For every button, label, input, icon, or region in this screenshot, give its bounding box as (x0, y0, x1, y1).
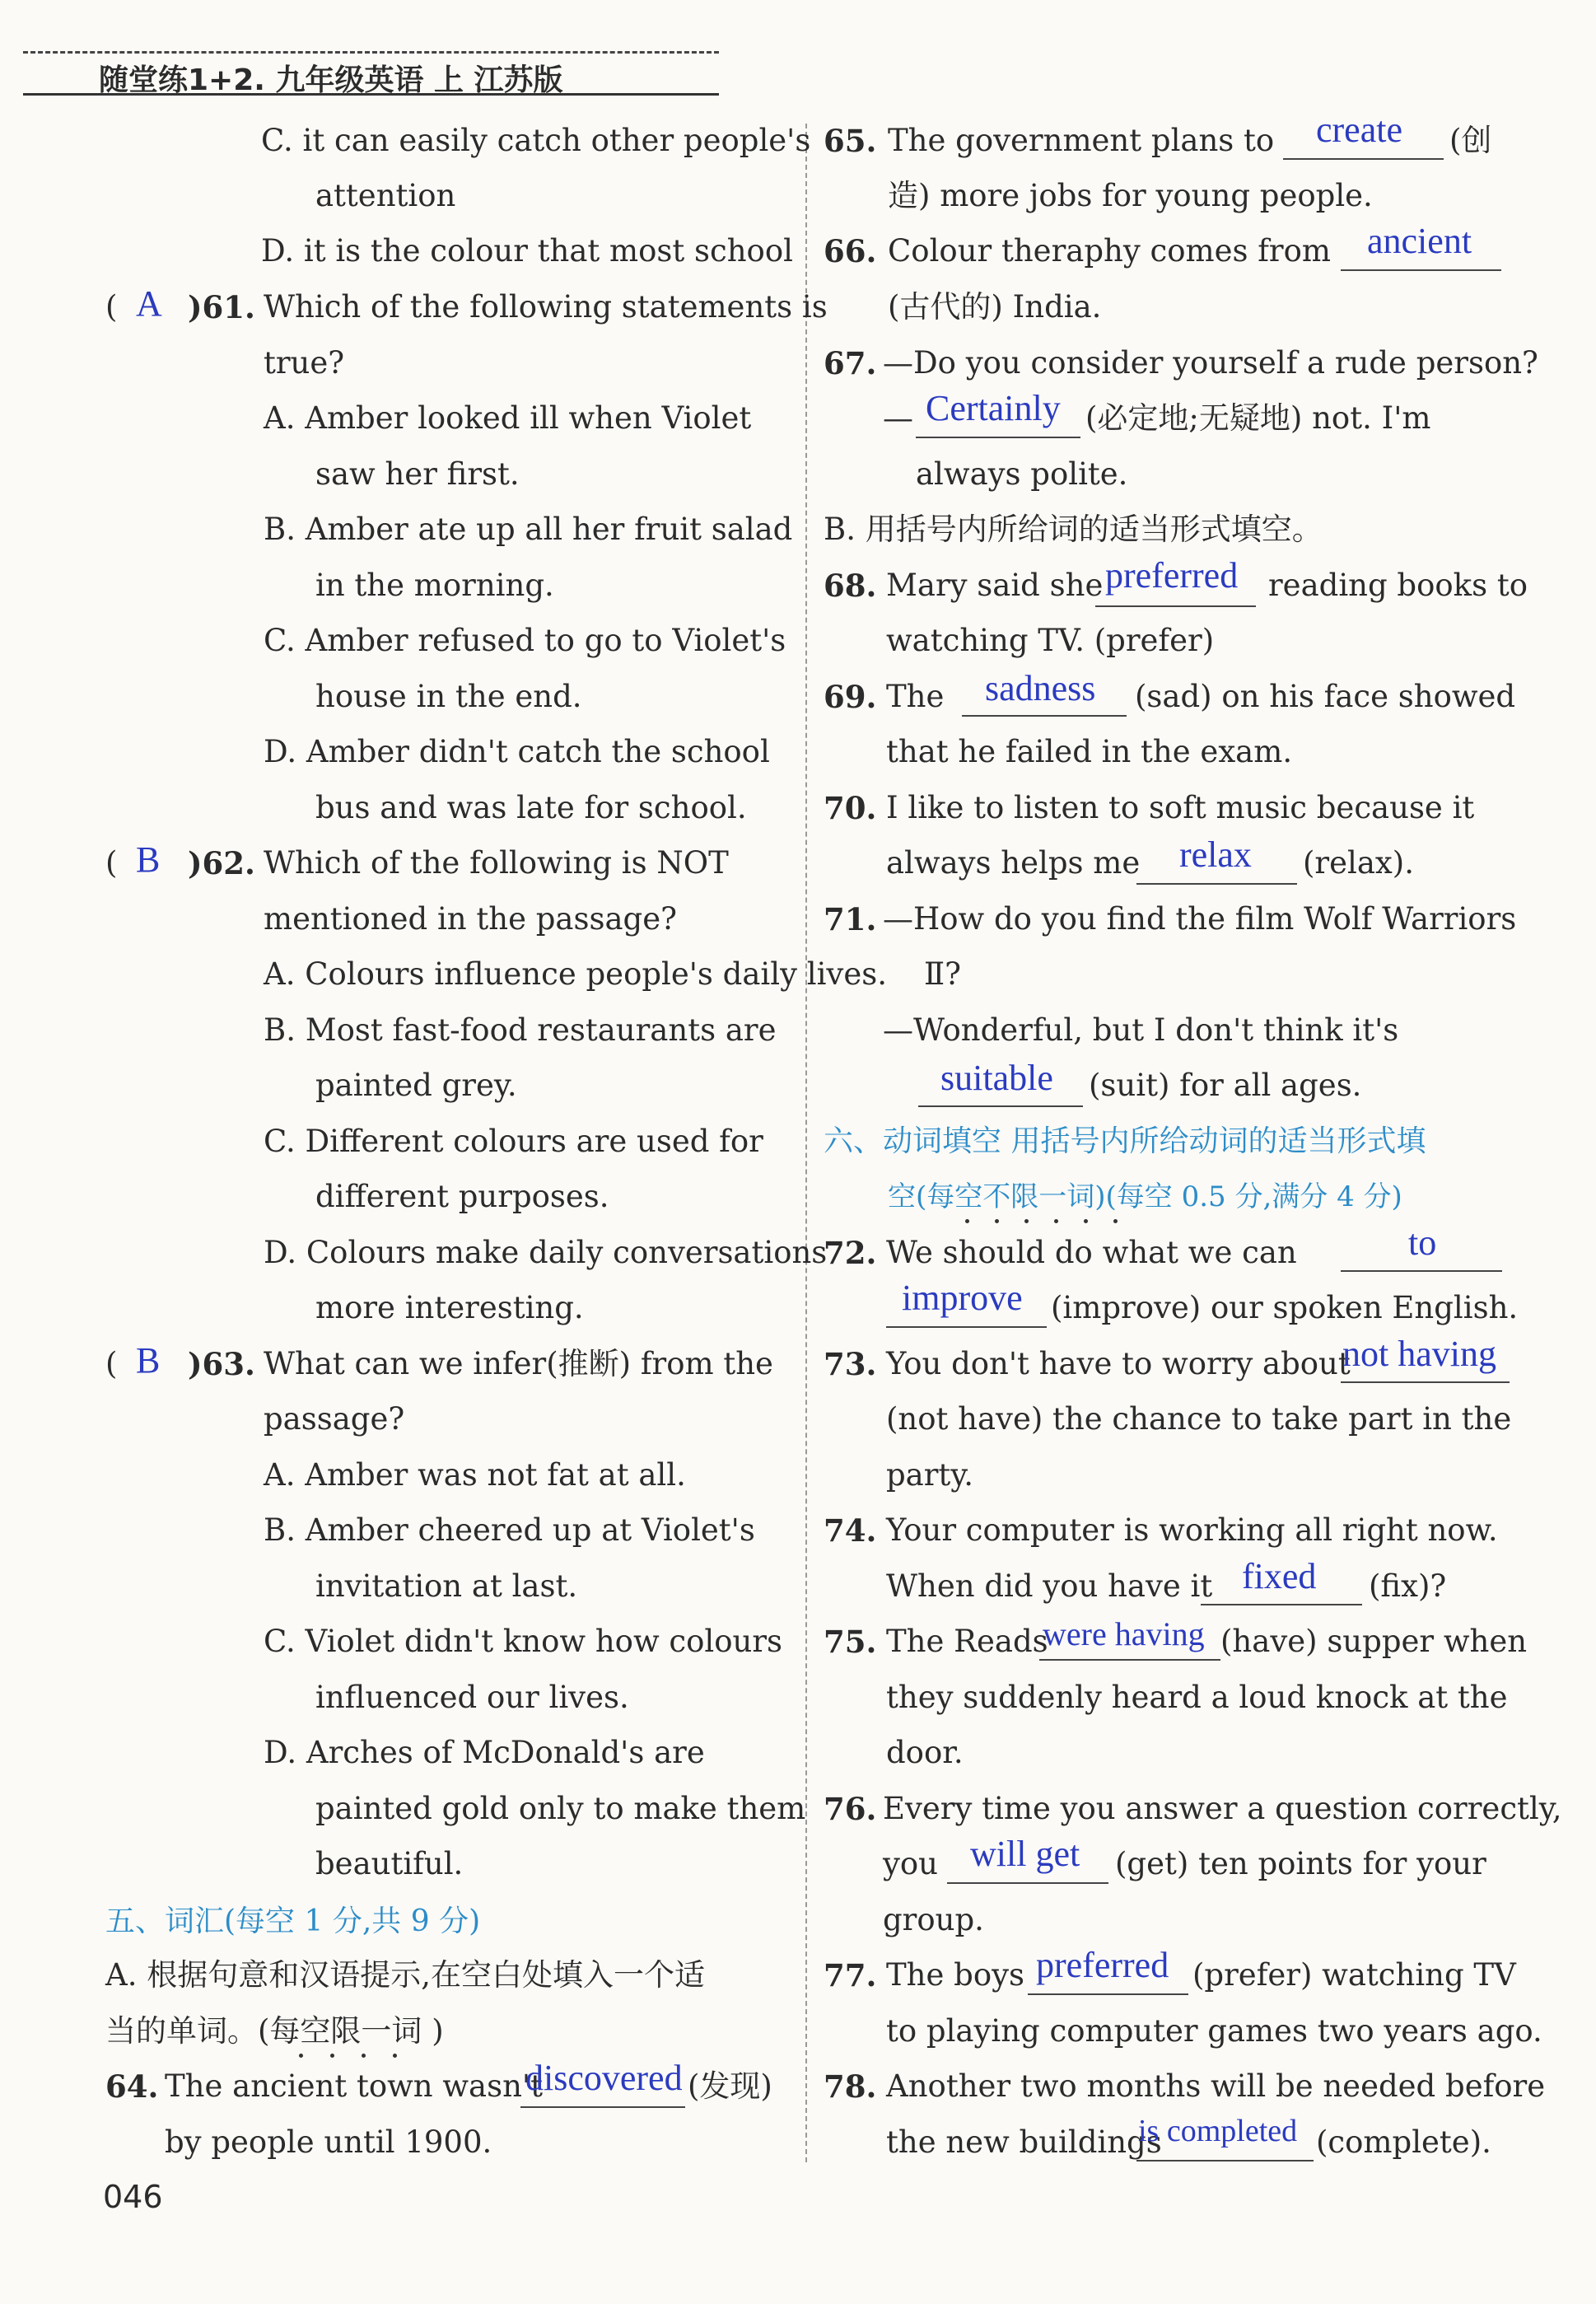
q76-answer: will get (970, 1834, 1080, 1874)
q72-answer-1: to (1408, 1222, 1437, 1263)
q63-answer: B (136, 1340, 161, 1381)
answer-blank (918, 1104, 1083, 1107)
q67-line: —Do you consider yourself a rude person? (883, 345, 1538, 381)
q68-stem-cont: watching TV. (prefer) (886, 623, 1215, 658)
q66-stem-cont: (古代的) India. (888, 289, 1102, 325)
emphasis-dot (1113, 1219, 1118, 1223)
q62-option-c: C. Different colours are used for (264, 1124, 763, 1159)
q76-stem-cont: you (883, 1846, 939, 1881)
q67-hint: (必定地;无疑地) not. I'm (1085, 400, 1431, 436)
q77-stem-cont: to playing computer games two years ago. (886, 2013, 1542, 2049)
q62-option-c-cont: different purposes. (315, 1179, 609, 1214)
q78-number: 78. (824, 2068, 877, 2105)
q65-answer: create (1316, 110, 1402, 150)
q71-hint: (suit) for all ages. (1089, 1068, 1362, 1103)
q70-hint: (relax). (1303, 845, 1414, 881)
q61-answer: A (136, 283, 162, 324)
q74-answer: fixed (1242, 1556, 1317, 1596)
q62-option-b-cont: painted grey. (315, 1068, 517, 1103)
q63-option-c-cont: influenced our lives. (315, 1680, 629, 1715)
q68-answer: preferred (1105, 555, 1239, 596)
q78-hint: (complete). (1316, 2124, 1491, 2160)
q75-answer: were having (1043, 1615, 1205, 1652)
emphasis-dot (1084, 1219, 1088, 1223)
q64-answer: discovered (525, 2058, 683, 2098)
q61-stem-cont: true? (264, 345, 345, 381)
q72-answer-2: improve (902, 1278, 1023, 1318)
q76-number: 76. (824, 1791, 877, 1827)
q61-option-d: D. Amber didn't catch the school (264, 734, 770, 769)
section-six-title: 六、动词填空 用括号内所给动词的适当形式填 (824, 1124, 1426, 1158)
q61-option-c: C. Amber refused to go to Violet's (264, 623, 786, 658)
q65-hint: (创 (1449, 123, 1492, 158)
q74-stem-cont: When did you have it (886, 1568, 1213, 1604)
q75-stem: The Reads (886, 1624, 1048, 1659)
q61-option-c-cont: house in the end. (315, 679, 582, 714)
q75-stem-cont: they suddenly heard a loud knock at the (886, 1680, 1508, 1715)
column-divider (805, 124, 807, 2162)
q63-stem-cont: passage? (264, 1401, 405, 1437)
q63-option-b-cont: invitation at last. (315, 1568, 578, 1604)
q61-option-d-cont: bus and was late for school. (315, 790, 747, 825)
answer-blank (1095, 604, 1256, 607)
q73-answer: not having (1342, 1334, 1496, 1374)
answer-blank (886, 1325, 1047, 1328)
q68-stem: Mary said she (886, 568, 1104, 603)
emphasis-dot (1054, 1219, 1058, 1223)
q65-number: 65. (824, 123, 877, 159)
q76-stem: Every time you answer a question correctly, (883, 1791, 1562, 1826)
q71-line-cont: Ⅱ? (924, 956, 961, 992)
section-six-title-cont: 空(每空不限一词)(每空 0.5 分,满分 4 分) (888, 1180, 1402, 1213)
q69-answer: sadness (985, 668, 1096, 708)
q75-number: 75. (824, 1624, 877, 1660)
q62-stem-cont: mentioned in the passage? (264, 901, 677, 937)
q72-number: 72. (824, 1235, 877, 1271)
answer-blank (947, 1881, 1108, 1884)
answer-blank (1136, 2158, 1314, 2161)
page-number: 046 (103, 2179, 163, 2215)
q77-hint: (prefer) watching TV (1192, 1957, 1516, 1993)
emphasis-dot (995, 1219, 999, 1223)
q60-option-c: C. it can easily catch other people's (261, 123, 811, 158)
answer-blank (1341, 1380, 1510, 1383)
q61-option-b: B. Amber ate up all her fruit salad (264, 512, 793, 547)
q69-stem-post: (sad) on his face showed (1135, 679, 1516, 714)
q61-stem: Which of the following statements is (264, 289, 828, 325)
q64-stem: The ancient town wasn't (165, 2068, 543, 2104)
header-title: 随堂练1+2. 九年级英语 上 江苏版 (99, 63, 563, 97)
emphasis-dot (362, 2054, 366, 2058)
q70-number: 70. (824, 790, 877, 826)
part-b-instruction: B. 用括号内所给词的适当形式填空。 (824, 512, 1323, 547)
q63-option-d-cont2: beautiful. (315, 1846, 464, 1881)
emphasis-dot (1024, 1219, 1029, 1223)
q67-line-cont: always polite. (916, 456, 1128, 492)
answer-blank (916, 435, 1080, 438)
answer-blank (1039, 1657, 1220, 1661)
q74-number: 74. (824, 1512, 877, 1549)
answer-blank (1283, 157, 1444, 160)
q62-number: )62. (188, 845, 255, 881)
q63-option-d: D. Arches of McDonald's are (264, 1735, 705, 1770)
q62-option-b: B. Most fast-food restaurants are (264, 1012, 777, 1048)
answer-blank (1201, 1602, 1362, 1605)
q71-reply: —Wonderful, but I don't think it's (883, 1012, 1399, 1048)
q63-option-d-cont: painted gold only to make them (315, 1791, 806, 1826)
q64-stem-cont: by people until 1900. (165, 2124, 492, 2160)
q70-answer: relax (1179, 834, 1252, 875)
q78-answer: is completed (1138, 2114, 1298, 2148)
q72-stem: We should do what we can (886, 1235, 1297, 1270)
q67-answer: Certainly (926, 388, 1061, 428)
q69-stem: The (886, 679, 945, 714)
paren-open: ( (105, 1346, 118, 1381)
q73-stem-cont: (not have) the chance to take part in the (886, 1401, 1512, 1437)
q61-option-a-cont: saw her first. (315, 456, 520, 492)
q74-hint: (fix)? (1369, 1568, 1447, 1604)
q70-stem: I like to listen to soft music because it (886, 790, 1475, 825)
q77-answer: preferred (1036, 1945, 1169, 1985)
page-header (23, 51, 719, 96)
q73-number: 73. (824, 1346, 877, 1382)
section-five-title: 五、词汇(每空 1 分,共 9 分) (105, 1904, 481, 1938)
answer-blank (962, 713, 1127, 717)
q67-number: 67. (824, 345, 877, 381)
q72-hint: (improve) our spoken English. (1051, 1290, 1519, 1325)
q68-stem-post: reading books to (1268, 568, 1528, 603)
q67-dash: — (883, 400, 913, 436)
answer-blank (520, 2105, 685, 2108)
q65-stem-cont: 造) more jobs for young people. (888, 178, 1373, 213)
q63-option-a: A. Amber was not fat at all. (264, 1457, 686, 1493)
answer-blank (1028, 1992, 1188, 1995)
q74-stem: Your computer is working all right now. (886, 1512, 1498, 1548)
answer-blank (1136, 881, 1297, 885)
q75-stem-cont2: door. (886, 1735, 964, 1770)
q78-stem: Another two months will be needed before (886, 2068, 1546, 2104)
q73-stem: You don't have to worry about (886, 1346, 1351, 1381)
emphasis-dot (393, 2054, 397, 2058)
q77-stem: The boys (886, 1957, 1025, 1993)
q73-stem-cont2: party. (886, 1457, 974, 1493)
q64-hint: (发现) (688, 2068, 772, 2104)
q77-number: 77. (824, 1957, 877, 1993)
q69-number: 69. (824, 679, 877, 715)
q78-stem-cont: the new buildings (886, 2124, 1162, 2160)
q63-stem: What can we infer(推断) from the (264, 1346, 773, 1381)
q71-number: 71. (824, 901, 877, 937)
answer-blank (1341, 268, 1501, 271)
q76-hint: (get) ten points for your (1115, 1846, 1486, 1881)
q64-number: 64. (105, 2068, 159, 2105)
q71-answer: suitable (940, 1058, 1053, 1098)
q66-answer: ancient (1367, 221, 1472, 261)
q61-option-b-cont: in the morning. (315, 568, 554, 603)
emphasis-dot (330, 2054, 334, 2058)
q68-number: 68. (824, 568, 877, 604)
emphasis-dot (299, 2054, 303, 2058)
part-a-instruction: A. 根据句意和汉语提示,在空白处填入一个适 (105, 1957, 706, 1993)
q75-stem-post: (have) supper when (1220, 1624, 1528, 1659)
answer-blank (1341, 1269, 1502, 1272)
q62-answer: B (136, 839, 161, 880)
q61-number: )61. (188, 289, 255, 325)
q70-stem-cont: always helps me (886, 845, 1141, 881)
q62-option-d-cont: more interesting. (315, 1290, 584, 1325)
q62-option-a: A. Colours influence people's daily lives. (264, 956, 887, 992)
emphasis-dot (965, 1219, 969, 1223)
q76-stem-cont2: group. (883, 1902, 984, 1937)
q61-option-a: A. Amber looked ill when Violet (264, 400, 752, 436)
q69-stem-cont: that he failed in the exam. (886, 734, 1293, 769)
q66-stem: Colour theraphy comes from (888, 233, 1331, 269)
part-a-instruction-cont: 当的单词。(每空限一词 ) (105, 2013, 444, 2049)
q65-stem: The government plans to (888, 123, 1275, 158)
paren-open: ( (105, 845, 118, 881)
paren-open: ( (105, 289, 118, 325)
q63-option-b: B. Amber cheered up at Violet's (264, 1512, 755, 1548)
q60-option-c-cont: attention (315, 178, 456, 213)
q62-stem: Which of the following is NOT (264, 845, 729, 881)
q63-number: )63. (188, 1346, 255, 1382)
q66-number: 66. (824, 233, 877, 269)
q60-option-d: D. it is the colour that most school (261, 233, 793, 269)
q71-line: —How do you find the film Wolf Warriors (883, 901, 1517, 937)
q62-option-d: D. Colours make daily conversations (264, 1235, 828, 1270)
q63-option-c: C. Violet didn't know how colours (264, 1624, 782, 1659)
